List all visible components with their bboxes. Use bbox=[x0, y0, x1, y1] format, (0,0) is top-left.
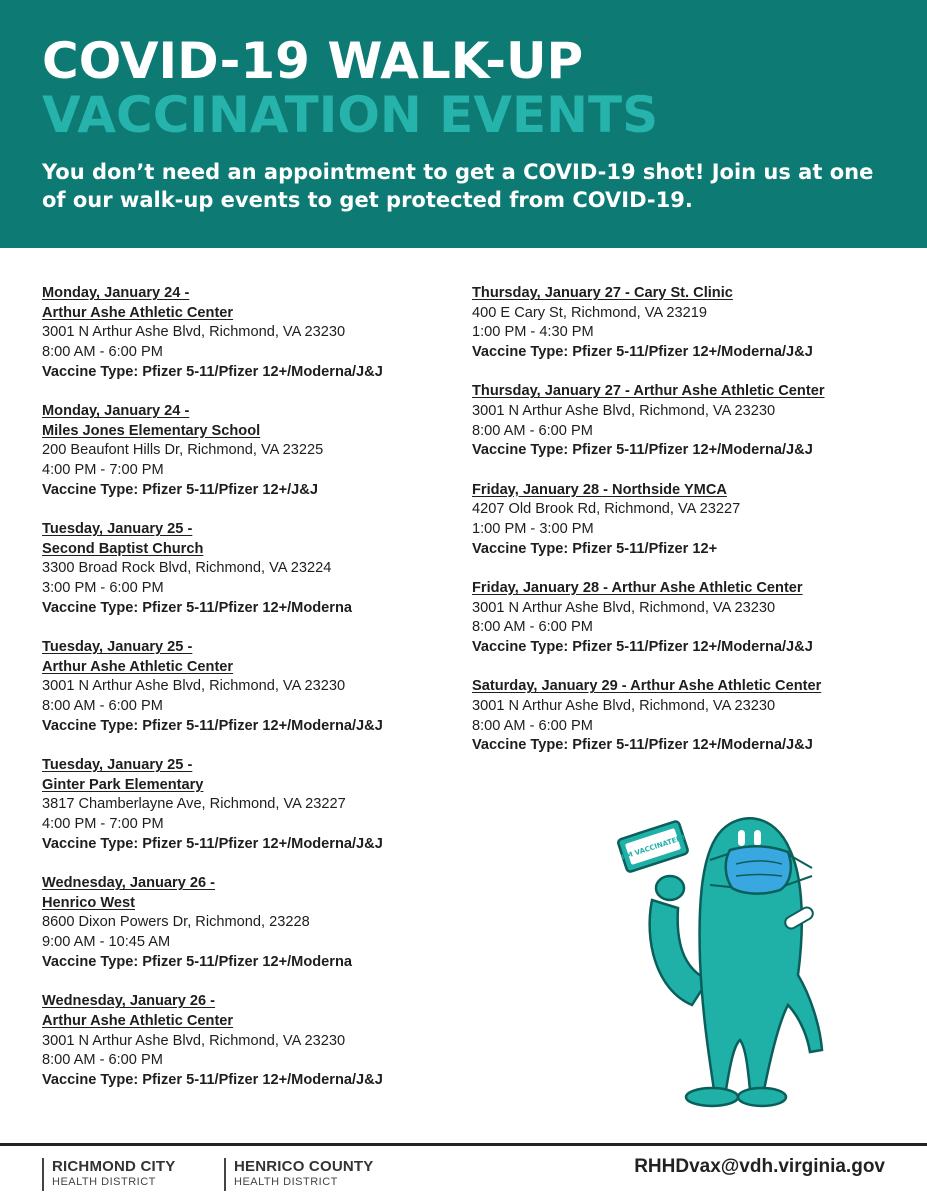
event-vaccine: Vaccine Type: Pfizer 5-11/Pfizer 12+/J&J bbox=[42, 481, 318, 498]
event-vaccine: Vaccine Type: Pfizer 5-11/Pfizer 12+/Moderna bbox=[42, 599, 352, 616]
richmond-city-logo bbox=[42, 1158, 175, 1191]
event-address: 3817 Chamberlayne Ave, Richmond, VA 23227 bbox=[42, 796, 346, 813]
event-vaccine: Vaccine Type: Pfizer 5-11/Pfizer 12+/Moderna/J&J bbox=[472, 737, 813, 754]
event-address: 3001 N Arthur Ashe Blvd, Richmond, VA 23230 bbox=[42, 1032, 346, 1049]
event-vaccine: Vaccine Type: Pfizer 5-11/Pfizer 12+/Moderna/J&J bbox=[472, 639, 813, 656]
event-time: 1:00 PM - 4:30 PM bbox=[472, 324, 594, 341]
event-time: 8:00 AM - 6:00 PM bbox=[472, 717, 593, 734]
event-vaccine: Vaccine Type: Pfizer 5-11/Pfizer 12+ bbox=[472, 540, 718, 557]
org-1-sub: HEALTH DISTRICT bbox=[52, 1176, 156, 1188]
event-title: Thursday, January 27 - Arthur Ashe Athletic Center bbox=[472, 383, 825, 400]
event-address: 400 E Cary St, Richmond, VA 23219 bbox=[472, 304, 707, 321]
event-item bbox=[472, 481, 912, 560]
org-1-name: RICHMOND CITY bbox=[52, 1158, 176, 1175]
event-vaccine: Vaccine Type: Pfizer 5-11/Pfizer 12+/Moderna/J&J bbox=[472, 344, 813, 361]
event-item bbox=[472, 579, 912, 658]
event-item bbox=[42, 756, 452, 855]
event-time: 4:00 PM - 7:00 PM bbox=[42, 462, 164, 479]
event-item bbox=[472, 284, 912, 363]
event-item bbox=[42, 520, 452, 619]
header-banner bbox=[0, 0, 927, 248]
vaccinated-mascot-icon bbox=[612, 790, 892, 1136]
contact-email[interactable]: RHHDvax@vdh.virginia.gov bbox=[634, 1156, 885, 1177]
event-vaccine: Vaccine Type: Pfizer 5-11/Pfizer 12+/Moderna/J&J bbox=[42, 717, 383, 734]
event-time: 4:00 PM - 7:00 PM bbox=[42, 816, 164, 833]
org-2-name: HENRICO COUNTY bbox=[234, 1158, 374, 1175]
event-item bbox=[472, 382, 912, 461]
event-title: Wednesday, January 26 - Arthur Ashe Athletic Center bbox=[42, 993, 234, 1029]
event-address: 3001 N Arthur Ashe Blvd, Richmond, VA 23230 bbox=[472, 403, 776, 420]
event-title: Wednesday, January 26 - Henrico West bbox=[42, 875, 216, 911]
event-title: Friday, January 28 - Arthur Ashe Athletic Center bbox=[472, 579, 803, 596]
event-time: 9:00 AM - 10:45 AM bbox=[42, 934, 171, 951]
event-title: Monday, January 24 - Miles Jones Elementary School bbox=[42, 403, 261, 439]
event-time: 8:00 AM - 6:00 PM bbox=[472, 619, 593, 636]
mascot-card-text: I'M VACCINATED! bbox=[620, 833, 687, 862]
event-time: 1:00 PM - 3:00 PM bbox=[472, 521, 594, 538]
event-address: 3001 N Arthur Ashe Blvd, Richmond, VA 23230 bbox=[42, 678, 346, 695]
event-address: 3001 N Arthur Ashe Blvd, Richmond, VA 23230 bbox=[472, 697, 776, 714]
event-vaccine: Vaccine Type: Pfizer 5-11/Pfizer 12+/Moderna/J&J bbox=[472, 442, 813, 459]
event-address: 3001 N Arthur Ashe Blvd, Richmond, VA 23230 bbox=[42, 324, 346, 341]
footer bbox=[0, 1146, 927, 1200]
henrico-county-logo bbox=[224, 1158, 373, 1191]
event-address: 3001 N Arthur Ashe Blvd, Richmond, VA 23230 bbox=[472, 599, 776, 616]
event-item bbox=[42, 874, 452, 973]
title-line-2: VACCINATION EVENTS bbox=[42, 86, 659, 144]
events-left-column bbox=[42, 284, 452, 1110]
event-vaccine: Vaccine Type: Pfizer 5-11/Pfizer 12+/Moderna/J&J bbox=[42, 835, 383, 852]
event-address: 200 Beaufont Hills Dr, Richmond, VA 23225 bbox=[42, 442, 324, 459]
event-title: Tuesday, January 25 - Arthur Ashe Athletic Center bbox=[42, 639, 234, 675]
events-right-column bbox=[472, 284, 912, 776]
event-time: 8:00 AM - 6:00 PM bbox=[42, 698, 163, 715]
event-time: 8:00 AM - 6:00 PM bbox=[42, 344, 163, 361]
event-title: Saturday, January 29 - Arthur Ashe Athletic Center bbox=[472, 678, 822, 695]
event-vaccine: Vaccine Type: Pfizer 5-11/Pfizer 12+/Moderna/J&J bbox=[42, 1071, 383, 1088]
event-item bbox=[42, 992, 452, 1091]
event-address: 4207 Old Brook Rd, Richmond, VA 23227 bbox=[472, 501, 741, 518]
event-title: Thursday, January 27 - Cary St. Clinic bbox=[472, 285, 733, 301]
event-time: 8:00 AM - 6:00 PM bbox=[42, 1052, 163, 1069]
event-item bbox=[42, 284, 452, 383]
event-item bbox=[472, 677, 912, 756]
event-title: Monday, January 24 - Arthur Ashe Athletic Center bbox=[42, 285, 234, 321]
event-vaccine: Vaccine Type: Pfizer 5-11/Pfizer 12+/Moderna bbox=[42, 953, 352, 970]
event-item bbox=[42, 638, 452, 737]
subtitle: You don’t need an appointment to get a COVID-19 shot! Join us at one of our walk-up events to get protected from COVID-19. bbox=[42, 160, 874, 212]
event-address: 3300 Broad Rock Blvd, Richmond, VA 23224 bbox=[42, 560, 332, 577]
event-address: 8600 Dixon Powers Dr, Richmond, 23228 bbox=[42, 914, 310, 931]
title-line-1: COVID-19 WALK-UP bbox=[42, 32, 584, 90]
event-time: 8:00 AM - 6:00 PM bbox=[472, 422, 593, 439]
event-title: Friday, January 28 - Northside YMCA bbox=[472, 481, 727, 498]
org-2-sub: HEALTH DISTRICT bbox=[234, 1176, 338, 1188]
event-title: Tuesday, January 25 - Ginter Park Elementary bbox=[42, 757, 204, 793]
event-vaccine: Vaccine Type: Pfizer 5-11/Pfizer 12+/Moderna/J&J bbox=[42, 363, 383, 380]
event-time: 3:00 PM - 6:00 PM bbox=[42, 580, 164, 597]
event-title: Tuesday, January 25 - Second Baptist Church bbox=[42, 521, 204, 557]
event-item bbox=[42, 402, 452, 501]
